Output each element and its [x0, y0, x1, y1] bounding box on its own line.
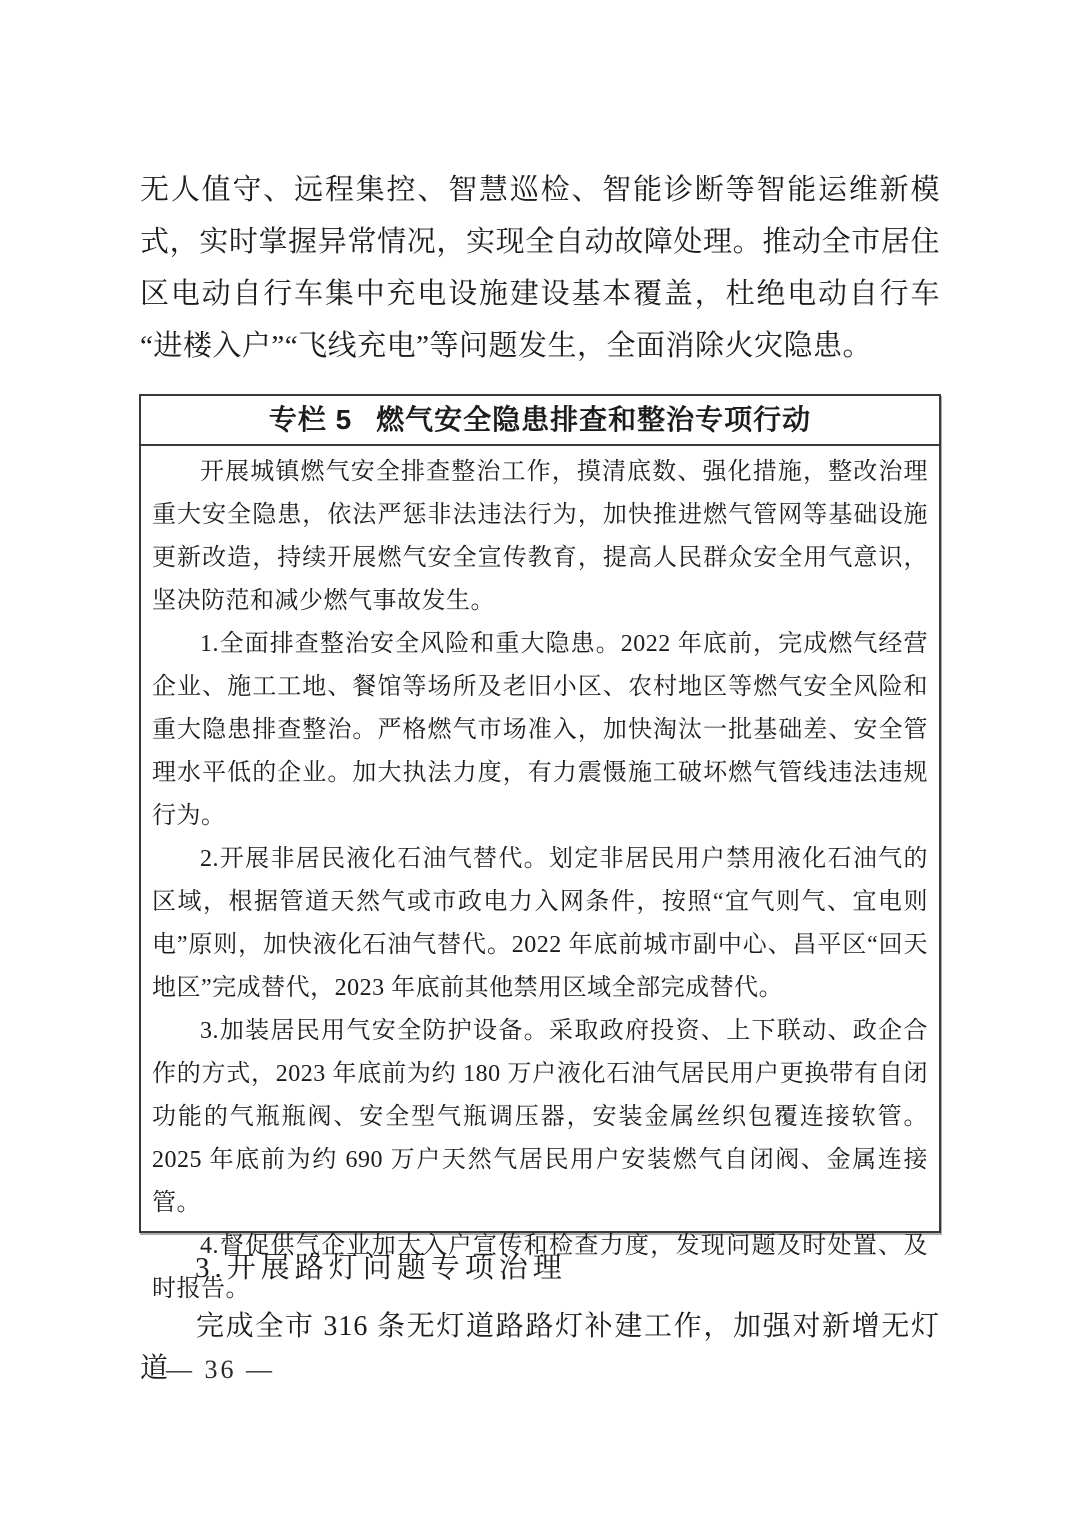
callout-paragraph: 4.督促供气企业加大入户宣传和检查力度，发现问题及时处置、及时报告。 [152, 1233, 928, 1302]
callout-paragraph: 1.全面排查整治安全风险和重大隐患。2022 年底前，完成燃气经营企业、施工工地、餐馆等场所及老旧小区、农村地区等燃气安全风险和重大隐患排查整治。严格燃气市场准入，加快淘汰一批基础差、安全管理水平低的企业。加大执法力度，有力震慑施工破坏燃气管线违法违规行为。 [152, 631, 928, 829]
callout-body [141, 446, 939, 1311]
intro-paragraph: 无人值守、远程集控、智慧巡检、智能诊断等智能运维新模式，实时掌握异常情况，实现全自动故障处理。推动全市居住区电动自行车集中充电设施建设基本覆盖，杜绝电动自行车“进楼入户”“飞线充电”等问题发生，全面消除火灾隐患。 [140, 174, 940, 362]
page-number: — 36 — [166, 1355, 275, 1384]
body-paragraph: 完成全市 316 条无灯道路路灯补建工作，加强对新增无灯道 [140, 1311, 940, 1384]
callout-paragraph: 2.开展非居民液化石油气替代。划定非居民用户禁用液化石油气的区域，根据管道天然气或市政电力入网条件，按照“宜气则气、宜电则电”原则，加快液化石油气替代。2022 年底前城市副中心、昌平区“回天地区”完成替代，2023 年底前其他禁用区域全部完成替代。 [152, 846, 928, 1001]
callout-paragraph: 开展城镇燃气安全排查整治工作，摸清底数、强化措施，整改治理重大安全隐患，依法严惩非法违法行为，加快推进燃气管网等基础设施更新改造，持续开展燃气安全宣传教育，提高人民群众安全用气意识，坚决防范和减少燃气事故发生。 [152, 459, 928, 614]
callout-header [141, 396, 939, 446]
callout-label: 专栏 5 [268, 404, 353, 435]
section-heading: 3.开展路灯问题专项治理 [195, 1252, 567, 1284]
callout-title: 燃气安全隐患排查和整治专项行动 [376, 404, 812, 435]
callout-paragraph: 3.加装居民用气安全防护设备。采取政府投资、上下联动、政企合作的方式，2023 年底前为约 180 万户液化石油气居民用户更换带有自闭功能的气瓶瓶阀、安全型气瓶调压器，安装金属丝织包覆连接软管。2025 年底前为约 690 万户天然气居民用户安装燃气自闭阀、金属连接管。 [152, 1018, 928, 1216]
